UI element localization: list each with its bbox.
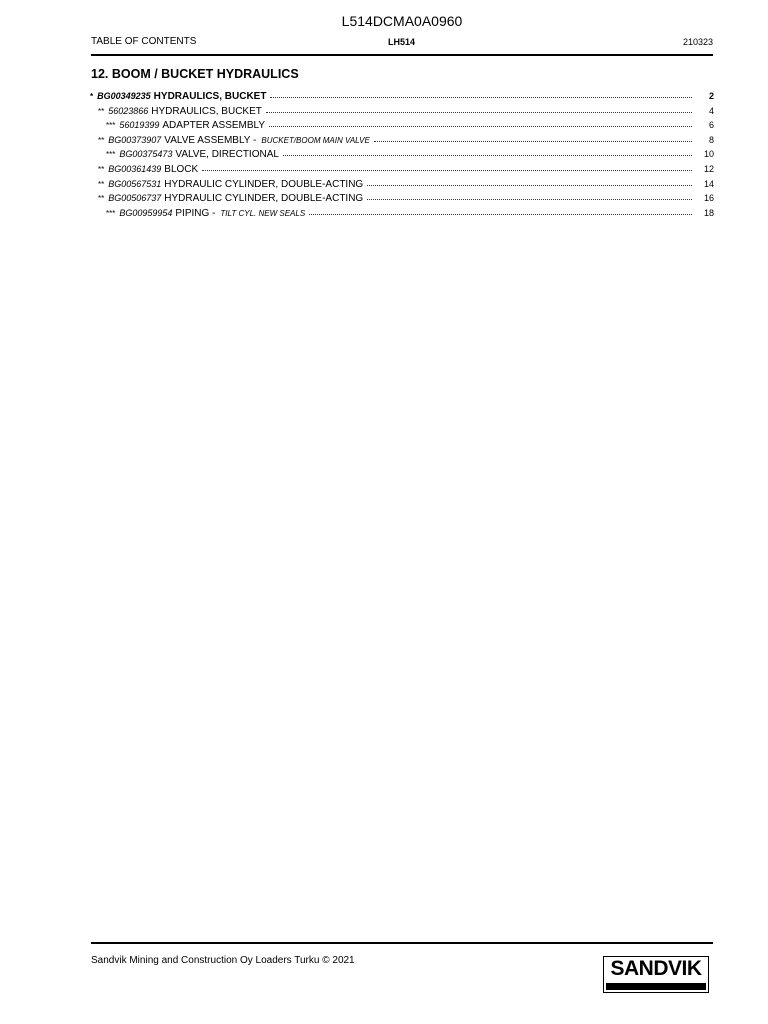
toc-entry-note: TILT CYL. NEW SEALS (220, 208, 306, 218)
toc-part-code: BG00506737 (108, 193, 162, 204)
toc-part-code: BG00373907 (108, 134, 162, 145)
toc-level-marker: *** (106, 208, 116, 218)
toc-page-number: 14 (703, 178, 714, 189)
toc-part-code: 56019399 (119, 120, 160, 131)
toc-page-number: 18 (703, 207, 714, 218)
toc-dot-leader (367, 191, 692, 200)
toc-level-marker: * (90, 92, 94, 101)
logo-text: SANDVIK (610, 957, 702, 980)
toc-page-number: 12 (703, 163, 714, 174)
toc-part-code: BG00361439 (108, 163, 162, 174)
logo-bar (606, 983, 706, 990)
toc-level-marker: *** (106, 121, 116, 131)
header-divider (91, 54, 713, 56)
toc-level-marker: ** (98, 106, 105, 116)
toc-page-number: 8 (708, 134, 714, 145)
toc-entry[interactable] (90, 177, 714, 192)
toc-level-marker: *** (106, 150, 116, 160)
toc-part-code: BG00349235 (97, 91, 151, 101)
header-model: LH514 (388, 37, 416, 47)
toc-entry[interactable] (90, 162, 714, 177)
toc-entry-title: HYDRAULICS, BUCKET (153, 91, 267, 102)
toc-dot-leader (367, 177, 692, 186)
header-date: 210323 (682, 37, 713, 47)
toc-entry[interactable] (90, 133, 714, 148)
toc-entry-title: ADAPTER ASSEMBLY (162, 120, 266, 132)
toc-entry[interactable] (90, 191, 714, 206)
toc-entry-title: PIPING - (175, 207, 216, 219)
toc-level-marker: ** (98, 135, 105, 145)
toc-dot-leader (202, 162, 692, 171)
toc-part-code: 56023866 (108, 105, 149, 116)
toc-entry[interactable] (90, 104, 714, 119)
toc-dot-leader (266, 104, 692, 113)
table-of-contents (90, 89, 714, 220)
toc-page-number: 16 (703, 193, 714, 204)
toc-entry-title: HYDRAULIC CYLINDER, DOUBLE-ACTING (164, 178, 364, 190)
toc-entry-note: BUCKET/BOOM MAIN VALVE (261, 135, 370, 145)
toc-entry[interactable] (90, 206, 714, 221)
toc-dot-leader (283, 147, 692, 156)
footer-divider (91, 942, 713, 944)
toc-part-code: BG00959954 (119, 207, 173, 218)
toc-entry-title: VALVE, DIRECTIONAL (175, 149, 279, 161)
toc-entry-title: HYDRAULIC CYLINDER, DOUBLE-ACTING (164, 193, 364, 205)
toc-dot-leader (270, 89, 692, 98)
header-left-label: TABLE OF CONTENTS (91, 36, 197, 47)
footer-copyright: Sandvik Mining and Construction Oy Loaders Turku © 2021 (91, 955, 355, 966)
toc-page-number: 10 (703, 149, 714, 160)
toc-level-marker: ** (98, 164, 105, 174)
toc-dot-leader (309, 206, 692, 215)
toc-page-number: 2 (708, 91, 714, 101)
toc-level-marker: ** (98, 179, 105, 189)
toc-part-code: BG00375473 (119, 149, 173, 160)
toc-entry[interactable] (90, 89, 714, 104)
toc-dot-leader (269, 118, 692, 127)
section-title: 12. BOOM / BUCKET HYDRAULICS (91, 67, 299, 81)
toc-level-marker: ** (98, 194, 105, 204)
toc-dot-leader (374, 133, 692, 142)
toc-entry-title: HYDRAULICS, BUCKET (151, 105, 262, 117)
toc-entry[interactable] (90, 147, 714, 162)
toc-entry[interactable] (90, 118, 714, 133)
document-id: L514DCMA0A0960 (341, 13, 463, 29)
toc-entry-title: VALVE ASSEMBLY - (164, 134, 257, 146)
toc-entry-title: BLOCK (164, 163, 199, 175)
sandvik-logo (603, 956, 709, 993)
toc-page-number: 6 (708, 120, 714, 131)
toc-page-number: 4 (708, 105, 714, 116)
toc-part-code: BG00567531 (108, 178, 162, 189)
